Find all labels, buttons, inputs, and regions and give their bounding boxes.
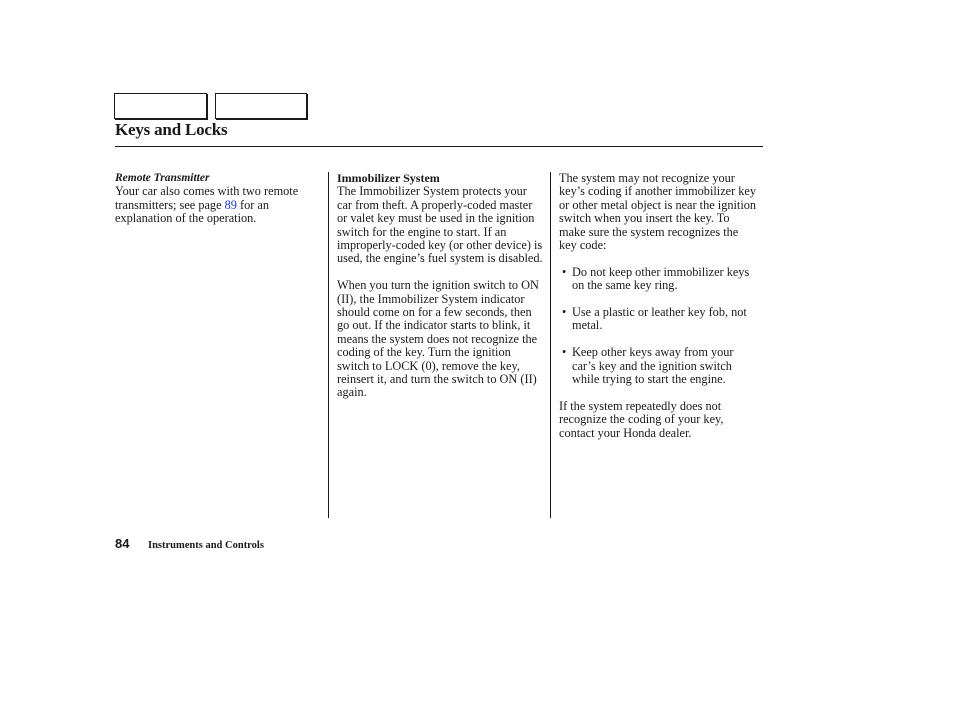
section-title: Keys and Locks (115, 120, 228, 139)
bullet-icon: • (562, 264, 567, 279)
column-divider (328, 172, 329, 518)
title-divider (115, 146, 763, 147)
right-column (559, 172, 759, 440)
bullet-icon: • (562, 305, 567, 320)
middle-column (337, 172, 543, 400)
page-number: 84 (115, 536, 130, 551)
chapter-label: Instruments and Controls (148, 540, 264, 551)
key-coding-intro: The system may not recognize your key’s coding if another immobilizer key or other metal object is near the ignition switch when you insert the key. To make sure the system recognizes the key code: (559, 171, 757, 253)
remote-transmitter-heading: Remote Transmitter (115, 172, 210, 184)
immobilizer-paragraph-1: The Immobilizer System protects your car from theft. A properly-coded master or valet key must be used in the ignition switch for the engine to start. If an improperly-coded key (or other device) is used, the engine’s fuel system is disabled. (337, 184, 543, 266)
page-89-link[interactable]: 89 (224, 197, 237, 212)
immobilizer-heading: Immobilizer System (337, 171, 440, 185)
list-item (559, 346, 759, 386)
immobilizer-paragraph-2: When you turn the ignition switch to ON (II), the Immobilizer System indicator should come on for a few seconds, then go out. If the indicator starts to blink, it means the system does not recognize the coding of the key. Turn the ignition switch to LOCK (0), remove the key, reinsert it, and turn the switch to ON (II) again. (337, 278, 539, 400)
list-item-text: Use a plastic or leather key fob, not metal. (572, 305, 747, 333)
left-column (115, 172, 323, 226)
list-item (559, 266, 759, 293)
remote-text-after-link: for an explanation of the operation. (115, 197, 269, 226)
dealer-contact-text: If the system repeatedly does not recognize the coding of your key, contact your Honda dealer. (559, 398, 724, 440)
nav-button-previous[interactable] (114, 93, 207, 119)
remote-text-before-link: Your car also comes with two remote transmitters; see page (115, 184, 299, 212)
list-item-text: Keep other keys away from your car’s key and the ignition switch while trying to start the engine. (572, 345, 734, 387)
list-item (559, 306, 759, 333)
list-item-text: Do not keep other immobilizer keys on the same key ring. (572, 264, 750, 293)
nav-button-next[interactable] (215, 93, 307, 119)
bullet-icon: • (562, 345, 567, 360)
column-divider (550, 172, 551, 518)
remote-transmitter-text (115, 185, 323, 225)
